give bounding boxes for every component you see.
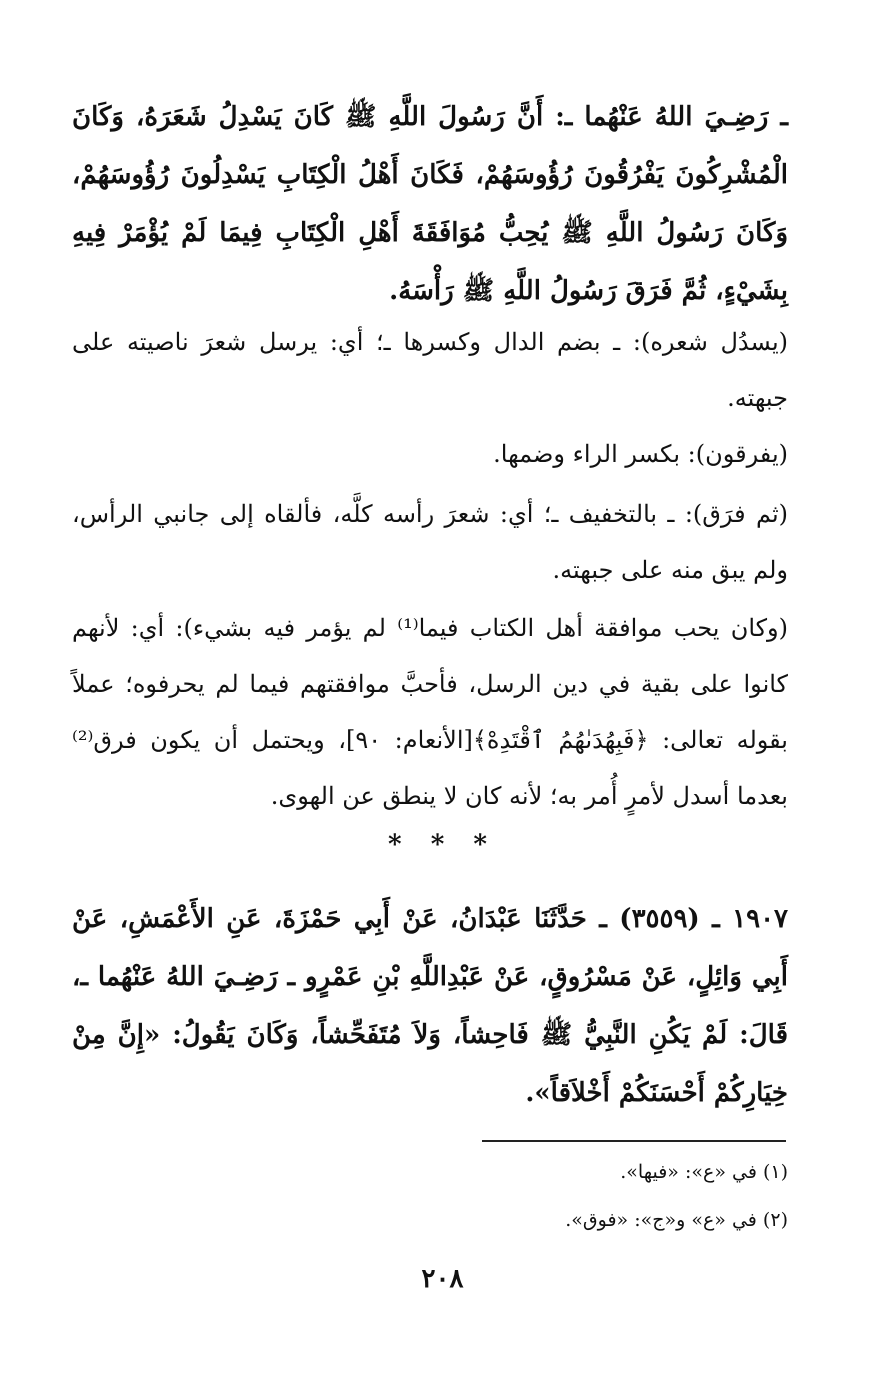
hadith-1906-text: ـ رَضِـيَ اللهُ عَنْهُما ـ: أَنَّ رَسُولَ اللَّهِ ﷺ كَانَ يَسْدِلُ شَعَرَهُ، وَكَانَ الْمُشْرِكُونَ يَفْرُقُونَ رُؤُوسَهُمْ، فَكَانَ أَهْلُ الْكِتَابِ يَسْدِلُونَ رُؤُوسَهُمْ، وَكَانَ رَسُولُ اللَّهِ ﷺ يُحِبُّ مُوَافَقَةَ أَهْلِ الْكِتَابِ فِيمَا لَمْ يُؤْمَرْ فِيهِ بِشَيْءٍ، ثُمَّ فَرَقَ رَسُولُ اللَّهِ ﷺ رَأْسَهُ. <box>72 102 788 306</box>
footnote-2: (٢) في «ع» و«ج»: «فوق». <box>565 1209 788 1231</box>
hadith-1907-text: ١٩٠٧ ـ (٣٥٥٩) ـ حَدَّثَنَا عَبْدَانُ، عَنْ أَبِي حَمْزَةَ، عَنِ الأَعْمَشِ، عَنْ أَبِي وَائِلٍ، عَنْ مَسْرُوقٍ، عَنْ عَبْدِاللَّهِ بْنِ عَمْرٍو ـ رَضِـيَ اللهُ عَنْهُما ـ، قَالَ: لَمْ يَكُنِ النَّبِيُّ ﷺ فَاحِشاً، وَلاَ مُتَفَحِّشاً، وَكَانَ يَقُولُ: «إِنَّ مِنْ خِيَارِكُمْ أَحْسَنَكُمْ أَخْلاَقاً». <box>72 904 788 1108</box>
commentary-yasdul: (يسدُل شعره): ـ بضم الدال وكسرها ـ؛ أي: يرسل شعرَ ناصيته على جبهته. <box>72 328 788 412</box>
footnote-divider <box>482 1140 786 1142</box>
section-separator: * * * <box>388 830 497 860</box>
commentary-muwafaqa: (وكان يحب موافقة أهل الكتاب فيما⁽¹⁾ لم يؤمر فيه بشيء): أي: لأنهم كانوا على بقية في دين الرسل، فأحبَّ موافقتهم فيما لم يحرفوه؛ عملاً بقوله تعالى: ﴿فَبِهُدَىٰهُمُ ٱقْتَدِهْ﴾[الأنعام: ٩٠]، ويحتمل أن يكون فرق⁽²⁾ بعدما أسدل لأمرٍ أُمر به؛ لأنه كان لا ينطق عن الهوى. <box>72 614 789 810</box>
commentary-yafruqun: (يفرقون): بكسر الراء وضمها. <box>493 440 788 468</box>
commentary-thumma-faraq: (ثم فرَق): ـ بالتخفيف ـ؛ أي: شعرَ رأسه كلَّه، فألقاه إلى جانبي الرأس، ولم يبق منه على جبهته. <box>72 500 788 584</box>
footnote-1: (١) في «ع»: «فيها». <box>620 1161 788 1183</box>
page-number: ٢٠٨ <box>421 1264 464 1294</box>
